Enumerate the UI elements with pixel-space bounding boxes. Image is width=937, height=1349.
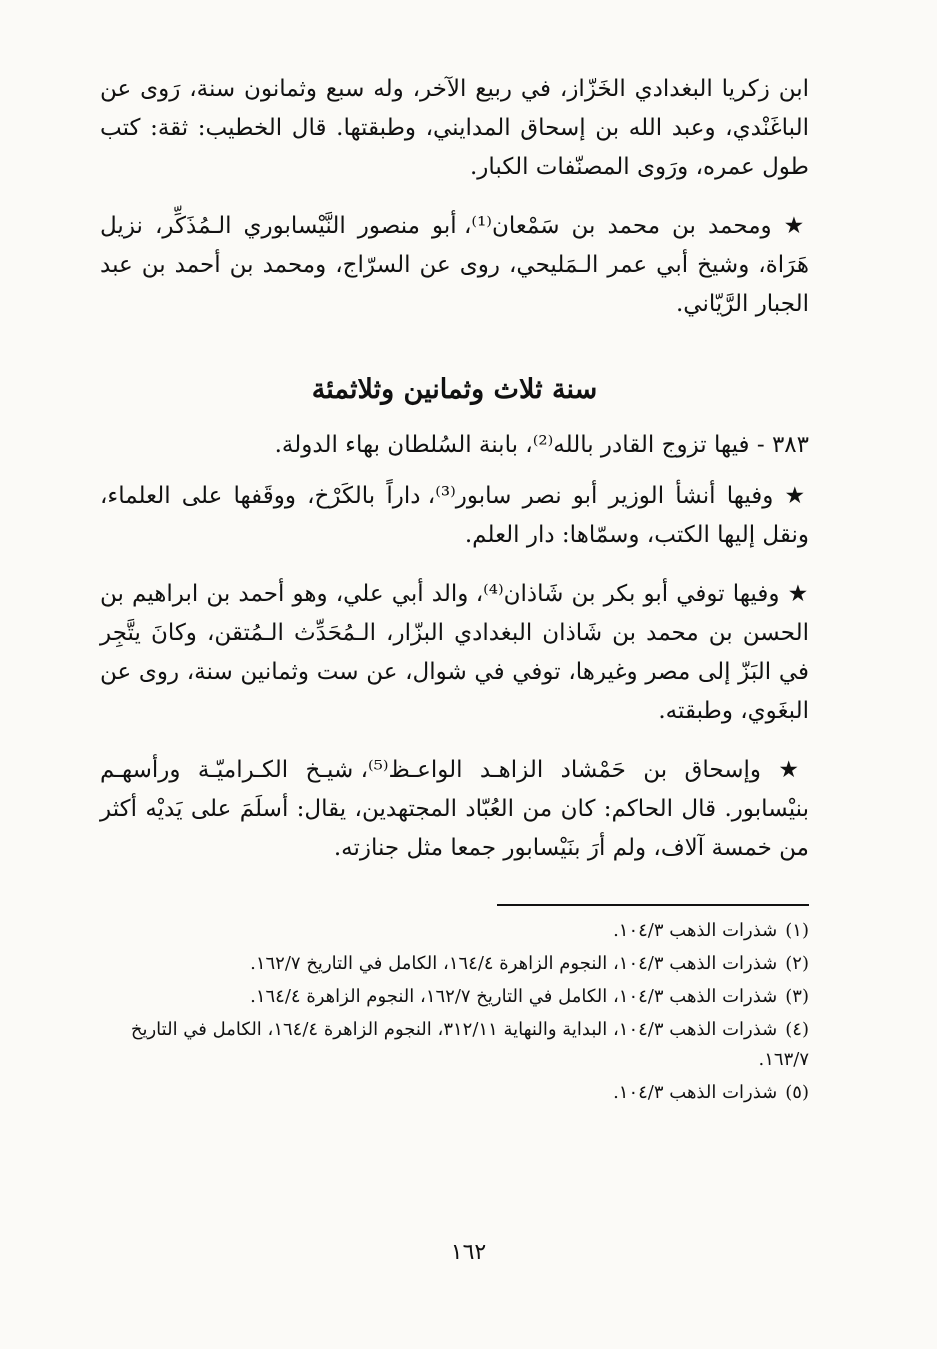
paragraph-4: ★ وفيها أنشأ الوزير أبو نصر سابور⁽³⁾، داراً بالكَرْخ، ووقَفها على العلماء، ونقل إليها الكتب، وسمّاها: دار العلم. [100, 483, 810, 548]
footnote-text: شذرات الذهب ١٠٤/٣، الكامل في التاريخ ١٦٢/٧، النجوم الزاهرة ١٦٤/٤. [250, 986, 778, 1007]
footnote-text: شذرات الذهب ١٠٤/٣، البداية والنهاية ٣١٢/١١، النجوم الزاهرة ١٦٤/٤، الكامل في التاريخ ١٦٣/٧. [130, 1019, 809, 1070]
page-number: ١٦٢ [450, 1240, 487, 1265]
paragraph-3: ٣٨٣ - فيها تزوج القادر بالله⁽²⁾، بابنة السُلطان بهاء الدولة. [274, 432, 809, 458]
footnote-text: شذرات الذهب ١٠٤/٣، النجوم الزاهرة ١٦٤/٤، الكامل في التاريخ ١٦٢/٧. [250, 953, 778, 974]
footnote-text: شذرات الذهب ١٠٤/٣. [613, 1082, 778, 1103]
footnote-text: شذرات الذهب ١٠٤/٣. [613, 920, 778, 941]
footnote-3 [100, 982, 809, 1012]
footnote-1 [100, 916, 809, 946]
footnote-separator [497, 904, 809, 906]
paragraph-5: ★ وفيها توفي أبو بكر بن شَاذان⁽⁴⁾، والد أبي علي، وهو أحمد بن ابراهيم بن الحسن بن محمد بن شَاذان البغدادي البزّار، الـمُحَدِّث الـمُتقن، وكانَ يتَّجِر في البَزّ إلى مصر وغيرها، توفي في شوال، عن ست وثمانين سنة، روى عن البغَوي، وطبقته. [100, 581, 809, 724]
footnote-2 [100, 949, 809, 979]
footnote-number: (٤) [785, 1019, 809, 1040]
footnotes [100, 916, 809, 1108]
footnote-4 [100, 1015, 809, 1075]
footnote-number: (٢) [785, 953, 809, 974]
section-title: سنة ثلاث وثمانين وثلاثمئة [311, 374, 598, 405]
paragraph-6: ★ وإسحاق بن حَمْشاد الزاهـد الواعـظ⁽⁵⁾، شيـخ الكـراميّـة ورأسهـم بنيْسابور. قال الحاكم: كان من العُبّاد المجتهدين، يقال: أسلَمَ على يَديْه أكثر من خمسة آلاف، ولم أرَ بنَيْسابور جمعا مثل جنازته. [100, 757, 809, 861]
footnote-number: (٣) [785, 986, 809, 1007]
paragraph-2: ★ ومحمد بن محمد بن سَمْعان⁽¹⁾، أبو منصور النَّيْسابوري الـمُذَكِّر، نزيل هَرَاة، وشيخ أبي عمر الـمَليحي، روى عن السرّاج، ومحمد بن أحمد بن عبد الجبار الرَّيّاني. [100, 213, 809, 317]
paragraph-1: ابن زكريا البغدادي الخَزّاز، في ربيع الآخر، وله سبع وثمانون سنة، رَوى عن الباغَنْدي، وعبد الله بن إسحاق المدايني، وطبقتها. قال الخطيب: ثقة: كتب طول عمره، ورَوى المصنّفات الكبار. [100, 76, 809, 180]
footnote-5 [100, 1078, 809, 1108]
footnote-number: (١) [785, 920, 809, 941]
footnote-number: (٥) [785, 1082, 809, 1103]
